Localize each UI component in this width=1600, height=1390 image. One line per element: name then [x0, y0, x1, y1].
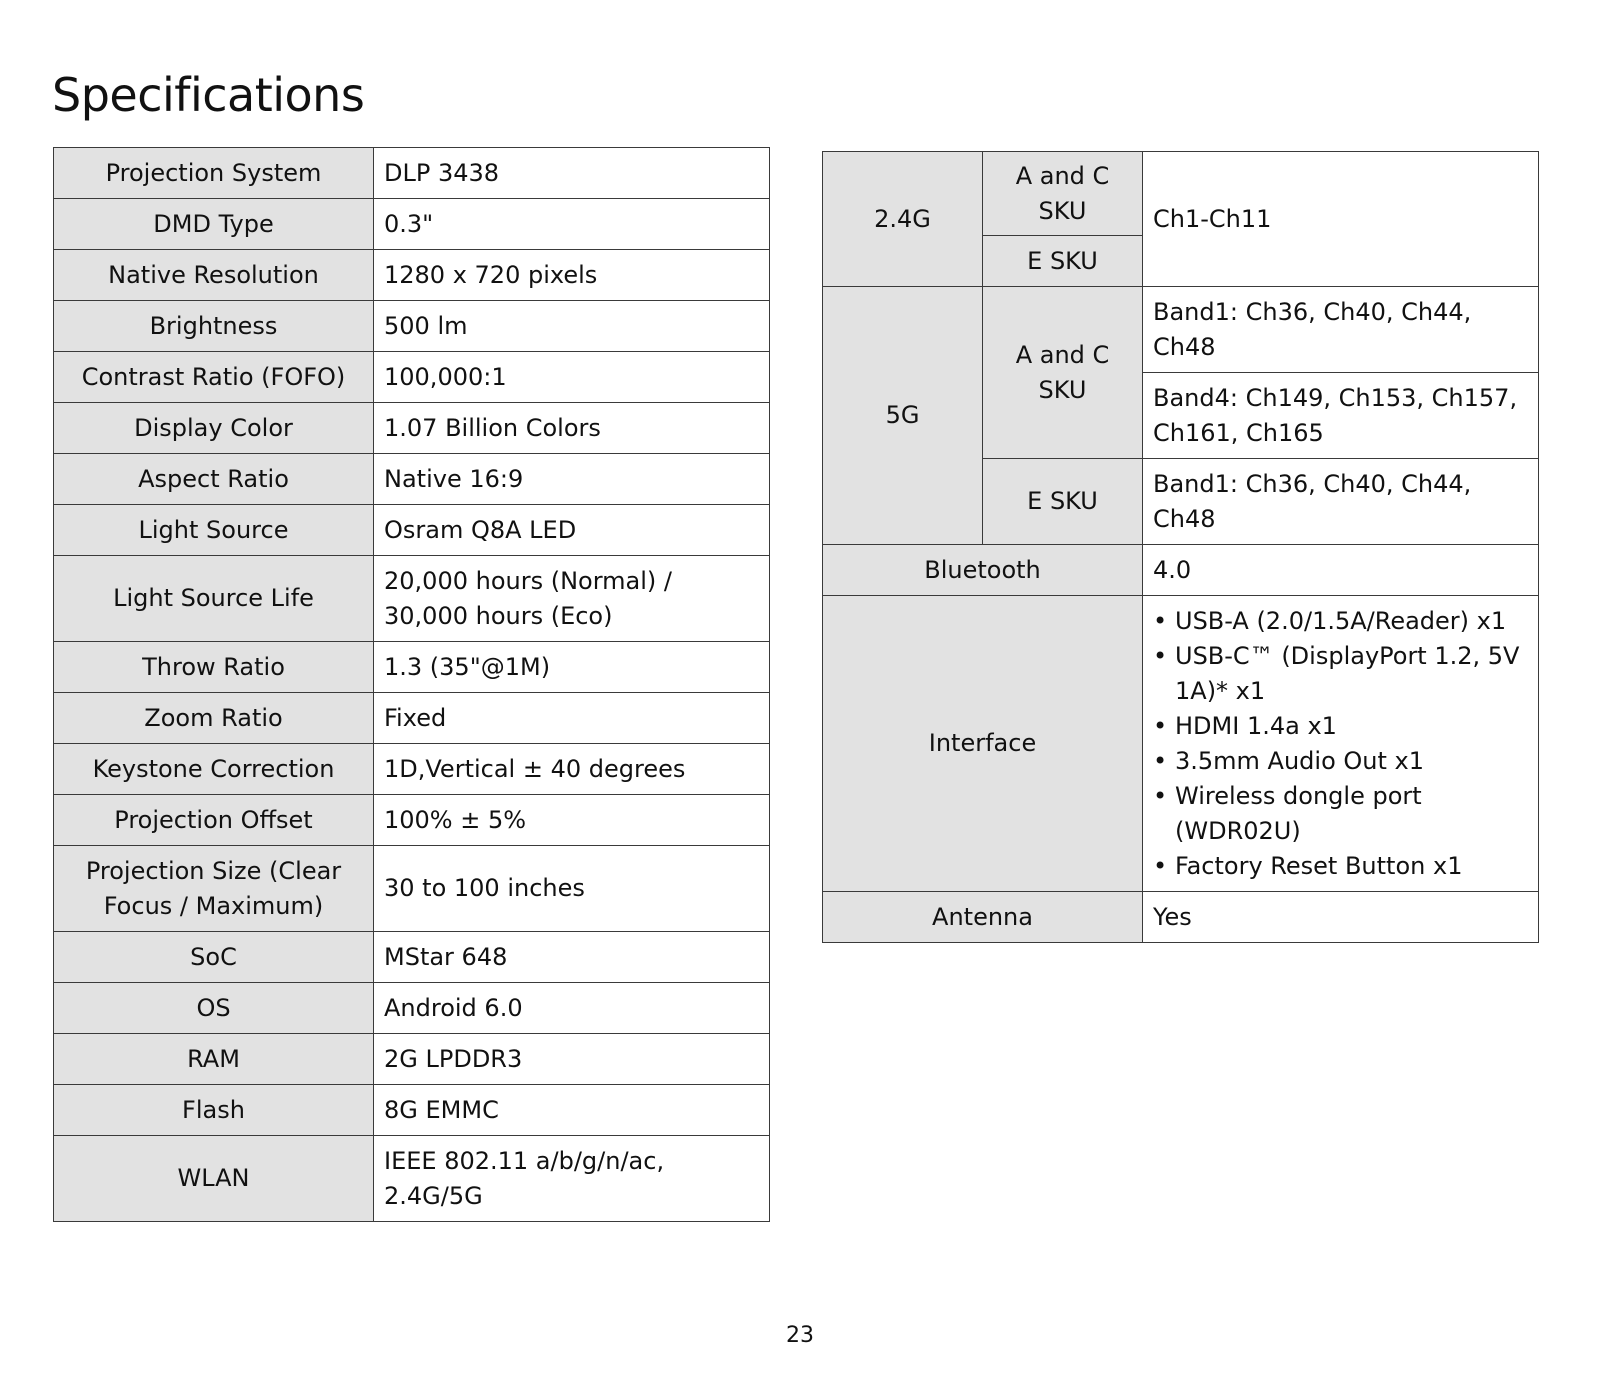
table-row [54, 301, 770, 352]
spec-label: OS [54, 983, 374, 1034]
spec-value: 100,000:1 [374, 352, 770, 403]
sku-a-and-c-label: A and C SKU [983, 287, 1143, 459]
bluetooth-label: Bluetooth [823, 545, 1143, 596]
list-item: • 3.5mm Audio Out x1 [1153, 744, 1528, 779]
band-5g-ac-band1: Band1: Ch36, Ch40, Ch44, Ch48 [1143, 287, 1539, 373]
spec-value: 1280 x 720 pixels [374, 250, 770, 301]
antenna-label: Antenna [823, 892, 1143, 943]
table-row [54, 403, 770, 454]
table-row [54, 199, 770, 250]
spec-label: Projection System [54, 148, 374, 199]
table-row [54, 1085, 770, 1136]
table-row [823, 545, 1539, 596]
spec-label: Projection Offset [54, 795, 374, 846]
sku-e-label: E SKU [983, 459, 1143, 545]
table-row [54, 846, 770, 932]
spec-label: WLAN [54, 1136, 374, 1222]
spec-value: Android 6.0 [374, 983, 770, 1034]
table-row [54, 983, 770, 1034]
spec-value: IEEE 802.11 a/b/g/n/ac, 2.4G/5G [374, 1136, 770, 1222]
table-row [54, 932, 770, 983]
band-2-4g-channels: Ch1-Ch11 [1143, 152, 1539, 287]
spec-value: MStar 648 [374, 932, 770, 983]
table-row [54, 454, 770, 505]
band-5g-ac-band4: Band4: Ch149, Ch153, Ch157, Ch161, Ch165 [1143, 373, 1539, 459]
list-item: • USB-A (2.0/1.5A/Reader) x1 [1153, 604, 1528, 639]
spec-value: 20,000 hours (Normal) / 30,000 hours (Eco) [374, 556, 770, 642]
spec-label: Aspect Ratio [54, 454, 374, 505]
table-row [823, 596, 1539, 892]
table-row [54, 556, 770, 642]
spec-label: Throw Ratio [54, 642, 374, 693]
table-row [54, 1034, 770, 1085]
spec-label: Native Resolution [54, 250, 374, 301]
spec-value: 1D,Vertical ± 40 degrees [374, 744, 770, 795]
spec-value: 100% ± 5% [374, 795, 770, 846]
sku-a-and-c-label: A and C SKU [983, 152, 1143, 236]
list-item: • USB-C™ (DisplayPort 1.2, 5V 1A)* x1 [1153, 639, 1528, 709]
spec-label: Contrast Ratio (FOFO) [54, 352, 374, 403]
page-title: Specifications [52, 68, 365, 122]
page-number: 23 [786, 1323, 814, 1348]
spec-label: Brightness [54, 301, 374, 352]
bluetooth-value: 4.0 [1143, 545, 1539, 596]
antenna-value: Yes [1143, 892, 1539, 943]
spec-label: Flash [54, 1085, 374, 1136]
table-row [54, 642, 770, 693]
spec-label: SoC [54, 932, 374, 983]
spec-value: 1.3 (35"@1M) [374, 642, 770, 693]
band-2-4g-label: 2.4G [823, 152, 983, 287]
spec-value: Osram Q8A LED [374, 505, 770, 556]
spec-label: RAM [54, 1034, 374, 1085]
spec-label: Zoom Ratio [54, 693, 374, 744]
table-row [54, 250, 770, 301]
spec-label: Projection Size (Clear Focus / Maximum) [54, 846, 374, 932]
spec-label: Display Color [54, 403, 374, 454]
table-row [54, 693, 770, 744]
spec-label: Light Source Life [54, 556, 374, 642]
spec-value: 2G LPDDR3 [374, 1034, 770, 1085]
list-item: • Factory Reset Button x1 [1153, 849, 1528, 884]
band-5g-label: 5G [823, 287, 983, 545]
sku-e-label: E SKU [983, 236, 1143, 287]
spec-value: 1.07 Billion Colors [374, 403, 770, 454]
spec-value: 30 to 100 inches [374, 846, 770, 932]
connectivity-spec-table [822, 151, 1539, 943]
list-item: • HDMI 1.4a x1 [1153, 709, 1528, 744]
spec-label: Light Source [54, 505, 374, 556]
general-spec-table [53, 147, 770, 1222]
band-5g-e-band1: Band1: Ch36, Ch40, Ch44, Ch48 [1143, 459, 1539, 545]
table-row [823, 892, 1539, 943]
table-row [54, 352, 770, 403]
interface-value [1143, 596, 1539, 892]
table-row [823, 287, 1539, 373]
table-row [54, 148, 770, 199]
table-row [54, 505, 770, 556]
table-row [54, 795, 770, 846]
table-row [54, 744, 770, 795]
spec-value: Native 16:9 [374, 454, 770, 505]
interface-list [1153, 604, 1528, 884]
spec-value: DLP 3438 [374, 148, 770, 199]
spec-label: Keystone Correction [54, 744, 374, 795]
table-row [823, 152, 1539, 236]
spec-label: DMD Type [54, 199, 374, 250]
interface-label: Interface [823, 596, 1143, 892]
table-row [54, 1136, 770, 1222]
spec-value: Fixed [374, 693, 770, 744]
spec-value: 0.3" [374, 199, 770, 250]
spec-value: 8G EMMC [374, 1085, 770, 1136]
list-item: • Wireless dongle port (WDR02U) [1153, 779, 1528, 849]
spec-value: 500 lm [374, 301, 770, 352]
